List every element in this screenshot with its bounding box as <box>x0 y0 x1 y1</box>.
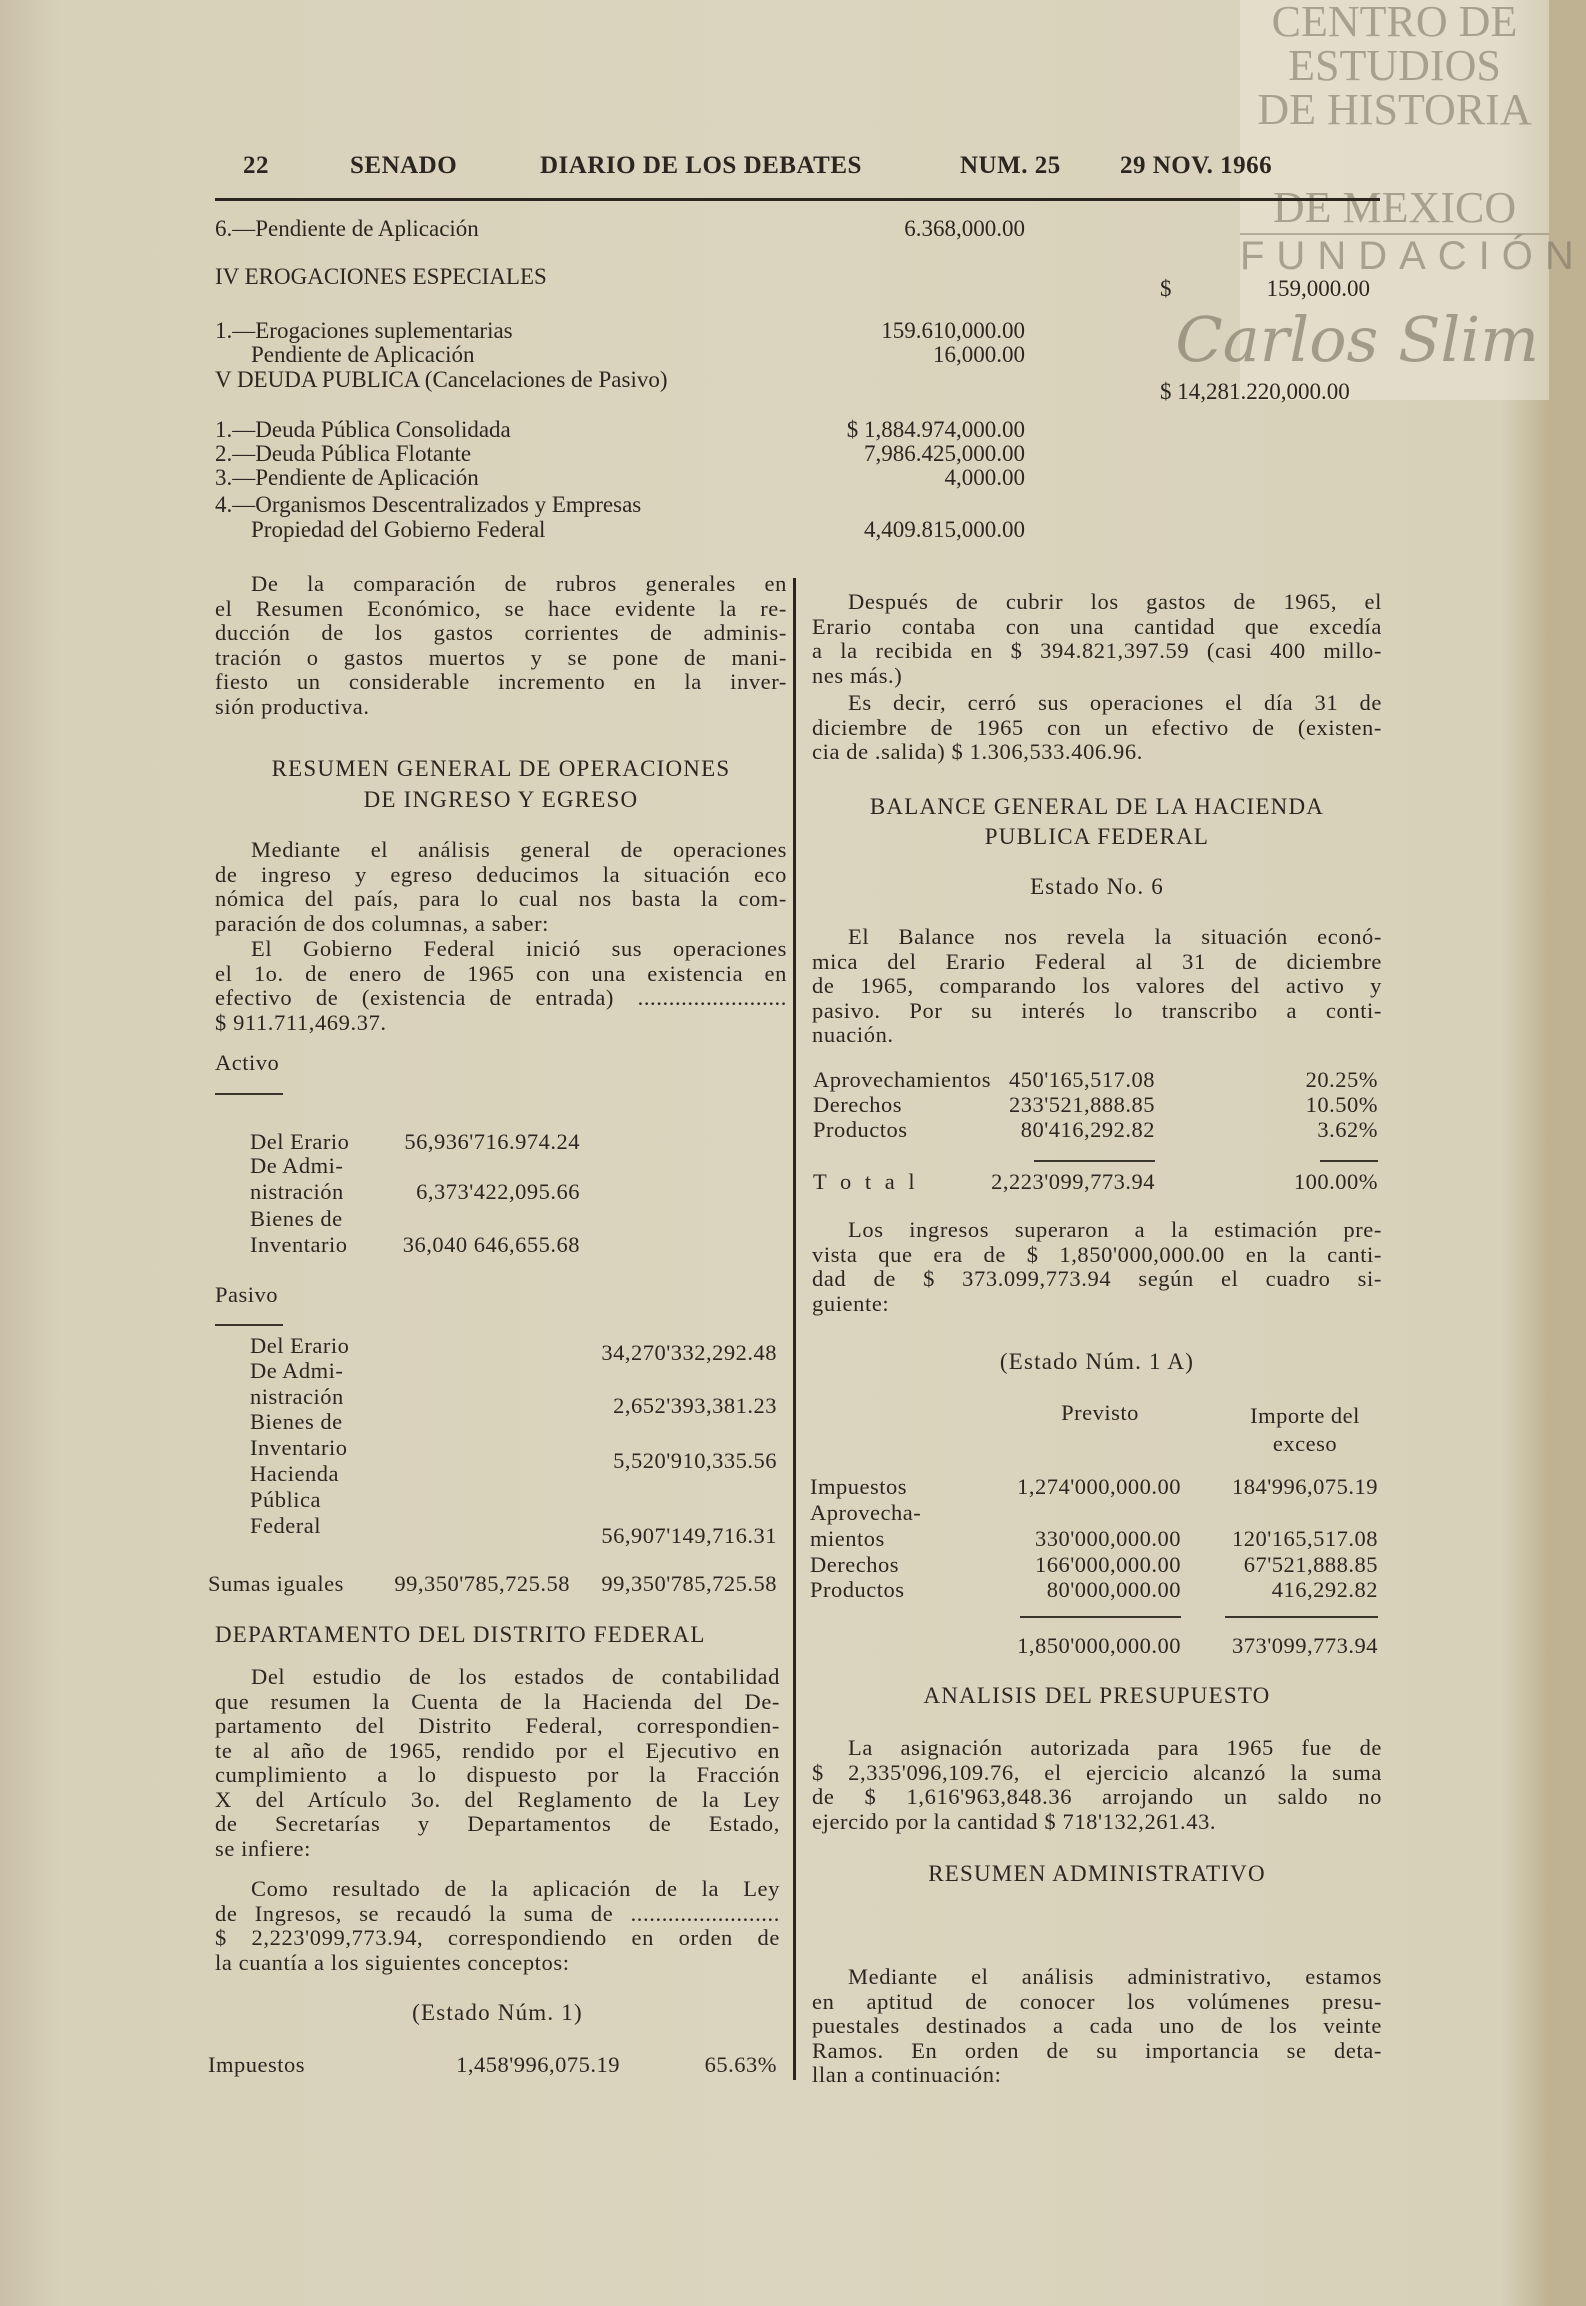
row-exceso: 416,292.82 <box>1271 1577 1378 1602</box>
column-divider <box>793 578 796 2080</box>
sum-rule <box>1034 1160 1155 1162</box>
estado-label: Estado No. 6 <box>1030 874 1164 899</box>
text-line: cumplimiento a lo dispuesto por la Fracción <box>215 1762 780 1787</box>
row-label: Derechos <box>810 1552 899 1577</box>
paragraph-gobierno-federal <box>215 937 787 1035</box>
text-line: $ 2,223'099,773.94, correspondiendo en orden de <box>215 1925 780 1950</box>
text-line: el Resumen Económico, se hace evidente la re- <box>215 595 787 621</box>
row-exceso: 120'165,517.08 <box>1231 1526 1378 1551</box>
row-label: IV EROGACIONES ESPECIALES <box>215 264 547 289</box>
row-label: nistración <box>250 1179 344 1204</box>
text-line: que resumen la Cuenta de la Hacienda del De- <box>215 1688 780 1714</box>
impuestos-label: Impuestos <box>208 2052 305 2077</box>
row-label: V DEUDA PUBLICA (Cancelaciones de Pasivo) <box>215 367 668 392</box>
text-line: nuación. <box>812 1022 894 1047</box>
row-label: 6.—Pendiente de Aplicación <box>215 216 479 241</box>
text-line: nómica del país, para lo cual nos basta la com- <box>215 886 787 911</box>
section-heading: RESUMEN GENERAL DE OPERACIONES <box>271 756 731 781</box>
row-label: Hacienda <box>250 1461 339 1486</box>
row-previsto: 80'000,000.00 <box>1046 1577 1181 1602</box>
text-line: partamento del Distrito Federal, correspondien- <box>215 1713 780 1738</box>
row-label: 1.—Erogaciones suplementarias <box>215 318 513 343</box>
watermark-text: FUNDACIÓN <box>1240 234 1586 278</box>
text-line: El Gobierno Federal inició sus operaciones <box>251 936 787 961</box>
row-amount: 6.368,000.00 <box>904 216 1025 241</box>
row-exceso: 67'521,888.85 <box>1243 1552 1378 1577</box>
impuestos-percent: 65.63% <box>704 2052 777 2077</box>
paragraph-mediante <box>215 838 787 936</box>
total-percent: 100.00% <box>1293 1169 1378 1194</box>
row-amount: 7,986.425,000.00 <box>864 441 1025 466</box>
row-label: Federal <box>250 1513 321 1538</box>
paragraph-ingresos-superaron <box>812 1218 1382 1316</box>
section-heading: BALANCE GENERAL DE LA HACIENDA <box>869 794 1325 819</box>
text-line: guiente: <box>812 1290 890 1316</box>
row-percent: 3.62% <box>1317 1117 1378 1142</box>
text-line: cia de .salida) $ 1.306,533.406.96. <box>812 739 1143 764</box>
text-line: La asignación autorizada para 1965 fue de <box>848 1735 1382 1760</box>
row-value: 34,270'332,292.48 <box>601 1340 777 1365</box>
row-amount: $ 1,884.974,000.00 <box>846 417 1025 442</box>
row-value: 450'165,517.08 <box>1008 1067 1155 1092</box>
text-line: de Secretarías y Departamentos de Estado, <box>215 1811 780 1836</box>
text-line: nes más.) <box>812 662 903 688</box>
issue-number: NUM. 25 <box>960 152 1061 179</box>
text-line: ejercido por la cantidad $ 718'132,261.43. <box>812 1808 1217 1834</box>
sum-rule <box>1020 1616 1181 1618</box>
paragraph-despues <box>812 590 1382 688</box>
impuestos-value: 1,458'996,075.19 <box>456 2052 620 2077</box>
row-value: 80'416,292.82 <box>1020 1117 1155 1142</box>
row-label: mientos <box>810 1526 885 1551</box>
text-line: efectivo de (existencia de entrada) ........................ <box>215 985 787 1010</box>
text-line: el 1o. de enero de 1965 con una existencia en <box>215 960 787 986</box>
pasivo-label: Pasivo <box>215 1282 279 1307</box>
text-line: vista que era de $ 1,850'000,000.00 en la canti- <box>812 1241 1382 1267</box>
text-line: pasivo. Por su interés lo transcribo a conti- <box>812 997 1382 1023</box>
column-header-exceso: exceso <box>1272 1431 1338 1456</box>
sumas-label: Sumas iguales <box>208 1571 344 1596</box>
row-previsto: 1,274'000,000.00 <box>1017 1474 1181 1499</box>
section-heading: ANALISIS DEL PRESUPUESTO <box>923 1683 1271 1708</box>
row-amount: 16,000.00 <box>933 342 1025 367</box>
underline <box>215 1324 283 1326</box>
row-label: nistración <box>250 1384 344 1409</box>
text-line: dad de $ 373.099,773.94 según el cuadro si- <box>812 1266 1382 1291</box>
row-label: Productos <box>813 1117 908 1142</box>
row-label: Impuestos <box>810 1474 907 1499</box>
row-label: Del Erario <box>250 1333 350 1358</box>
column-header-previsto: Previsto <box>1061 1400 1139 1425</box>
paragraph-balance <box>812 925 1382 1048</box>
column-header-importe: Importe del <box>1250 1403 1360 1428</box>
text-line: sión productiva. <box>215 693 370 719</box>
text-line: en aptitud de conocer los volúmenes presu- <box>812 1988 1382 2014</box>
row-label: 1.—Deuda Pública Consolidada <box>215 417 511 442</box>
row-value: 233'521,888.85 <box>1008 1092 1155 1117</box>
paragraph-ley-ingresos <box>215 1877 780 1975</box>
paragraph-analisis-administrativo <box>812 1965 1382 2088</box>
text-line: te al año de 1965, rendido por el Ejecutivo en <box>215 1737 780 1763</box>
publication-title: DIARIO DE LOS DEBATES <box>540 152 862 179</box>
row-value: 36,040 646,655.68 <box>402 1232 580 1257</box>
section-heading: RESUMEN ADMINISTRATIVO <box>928 1861 1266 1886</box>
watermark-text: DE MEXICO <box>1272 183 1517 232</box>
row-label: 4.—Organismos Descentralizados y Empresas <box>215 492 642 517</box>
row-label: De Admi- <box>250 1153 344 1178</box>
text-line: fiesto un considerable incremento en la inver- <box>215 669 787 694</box>
row-label: Derechos <box>813 1092 902 1117</box>
section-heading: DE INGRESO Y EGRESO <box>363 787 639 812</box>
watermark-text: ESTUDIOS <box>1288 41 1501 90</box>
estado-label: (Estado Núm. 1 A) <box>999 1349 1195 1374</box>
text-line: de $ 1,616'963,848.36 arrojando un saldo no <box>812 1784 1382 1809</box>
row-label: Aprovecha- <box>810 1500 922 1525</box>
text-line: Erario contaba con una cantidad que excedía <box>812 613 1382 639</box>
chamber-name: SENADO <box>350 152 458 179</box>
text-line: de ingreso y egreso deducimos la situación eco <box>215 861 787 887</box>
watermark-text: DE HISTORIA <box>1257 85 1532 134</box>
row-label: 3.—Pendiente de Aplicación <box>215 465 479 490</box>
paragraph-asignacion <box>812 1736 1382 1834</box>
row-exceso: 184'996,075.19 <box>1231 1474 1378 1499</box>
total-label: T o t a l <box>813 1169 919 1194</box>
row-value: 2,652'393,381.23 <box>613 1393 777 1418</box>
text-line: Es decir, cerró sus operaciones el día 31 de <box>848 690 1382 715</box>
text-line: a la recibida en $ 394.821,397.59 (casi 400 millo- <box>812 638 1382 663</box>
row-label: Pendiente de Aplicación <box>251 342 475 367</box>
row-label: De Admi- <box>250 1358 344 1383</box>
total-value: 2,223'099,773.94 <box>991 1169 1155 1194</box>
total-previsto: 1,850'000,000.00 <box>1017 1633 1181 1658</box>
currency-sign: $ <box>1160 276 1172 301</box>
header-rule <box>215 198 1380 201</box>
text-line: puestales destinados a cada uno de los veinte <box>812 2013 1382 2038</box>
sum-rule <box>1320 1160 1378 1162</box>
row-amount: 4,000.00 <box>944 465 1025 490</box>
text-line: Como resultado de la aplicación de la Ley <box>251 1876 780 1901</box>
text-line: tración o gastos muertos y se pone de mani- <box>215 644 787 670</box>
text-line: llan a continuación: <box>812 2062 1002 2087</box>
page-number: 22 <box>243 152 269 179</box>
text-line: de 1965, comparando los valores del activo y <box>812 973 1382 998</box>
section-heading: PUBLICA FEDERAL <box>984 824 1210 849</box>
text-line: mica del Erario Federal al 31 de diciembre <box>812 948 1382 974</box>
text-line: Mediante el análisis administrativo, estamos <box>848 1964 1382 1989</box>
row-previsto: 330'000,000.00 <box>1034 1526 1181 1551</box>
paragraph-distrito-federal <box>215 1665 780 1861</box>
deuda-total: $ 14,281.220,000.00 <box>1160 379 1350 404</box>
watermark-signature: Carlos Slim <box>1175 303 1539 376</box>
text-line: X del Artículo 3o. del Reglamento de la Ley <box>215 1786 780 1812</box>
row-label: Productos <box>810 1577 905 1602</box>
section-heading: DEPARTAMENTO DEL DISTRITO FEDERAL <box>215 1622 706 1647</box>
text-line: Mediante el análisis general de operaciones <box>251 837 787 862</box>
sumas-pasivo: 99,350'785,725.58 <box>601 1571 777 1596</box>
text-line: Después de cubrir los gastos de 1965, el <box>848 589 1382 614</box>
issue-date: 29 NOV. 1966 <box>1120 152 1273 179</box>
row-label: Propiedad del Gobierno Federal <box>251 517 546 542</box>
row-previsto: 166'000,000.00 <box>1034 1552 1181 1577</box>
row-value: 56,907'149,716.31 <box>601 1523 777 1548</box>
row-label: Del Erario <box>250 1129 350 1154</box>
estado-label: (Estado Núm. 1) <box>412 2000 583 2025</box>
row-label: Bienes de <box>250 1206 343 1231</box>
erogaciones-total: 159,000.00 <box>1266 276 1370 301</box>
watermark-text: CENTRO DE <box>1271 0 1518 46</box>
text-line: De la comparación de rubros generales en <box>251 571 787 596</box>
text-line: Ramos. En orden de su importancia se deta- <box>812 2037 1382 2063</box>
row-value: 6,373'422,095.66 <box>416 1179 580 1204</box>
sumas-activo: 99,350'785,725.58 <box>394 1571 570 1596</box>
row-amount: 4,409.815,000.00 <box>864 517 1025 542</box>
text-line: paración de dos columnas, a saber: <box>215 910 550 936</box>
row-label: Bienes de <box>250 1409 343 1434</box>
row-amount: 159.610,000.00 <box>881 318 1025 343</box>
text-line: $ 2,335'096,109.76, el ejercicio alcanzó la suma <box>812 1759 1382 1785</box>
text-line: diciembre de 1965 con un efectivo de (existen- <box>812 714 1382 740</box>
text-line: $ 911.711,469.37. <box>215 1009 387 1035</box>
sum-rule <box>1225 1616 1378 1618</box>
text-line: ducción de los gastos corrientes de adminis- <box>215 620 787 645</box>
text-line: El Balance nos revela la situación econó- <box>848 924 1382 949</box>
row-label: Inventario <box>250 1435 348 1460</box>
underline <box>215 1093 283 1095</box>
text-line: Del estudio de los estados de contabilidad <box>251 1664 780 1689</box>
paragraph-es-decir <box>812 691 1382 765</box>
row-label: Aprovechamientos <box>813 1067 991 1092</box>
activo-label: Activo <box>215 1050 280 1075</box>
text-line: se infiere: <box>215 1835 311 1861</box>
row-value: 56,936'716.974.24 <box>404 1129 580 1154</box>
total-exceso: 373'099,773.94 <box>1231 1633 1378 1658</box>
row-percent: 10.50% <box>1305 1092 1378 1117</box>
row-label: Pública <box>250 1487 321 1512</box>
text-line: la cuantía a los siguientes conceptos: <box>215 1949 570 1975</box>
row-percent: 20.25% <box>1305 1067 1378 1092</box>
row-label: Inventario <box>250 1232 348 1257</box>
row-value: 5,520'910,335.56 <box>613 1448 777 1473</box>
text-line: de Ingresos, se recaudó la suma de ........................ <box>215 1900 780 1926</box>
row-label: 2.—Deuda Pública Flotante <box>215 441 472 466</box>
text-line: Los ingresos superaron a la estimación pre- <box>848 1217 1382 1242</box>
paragraph-comparacion <box>215 572 787 719</box>
